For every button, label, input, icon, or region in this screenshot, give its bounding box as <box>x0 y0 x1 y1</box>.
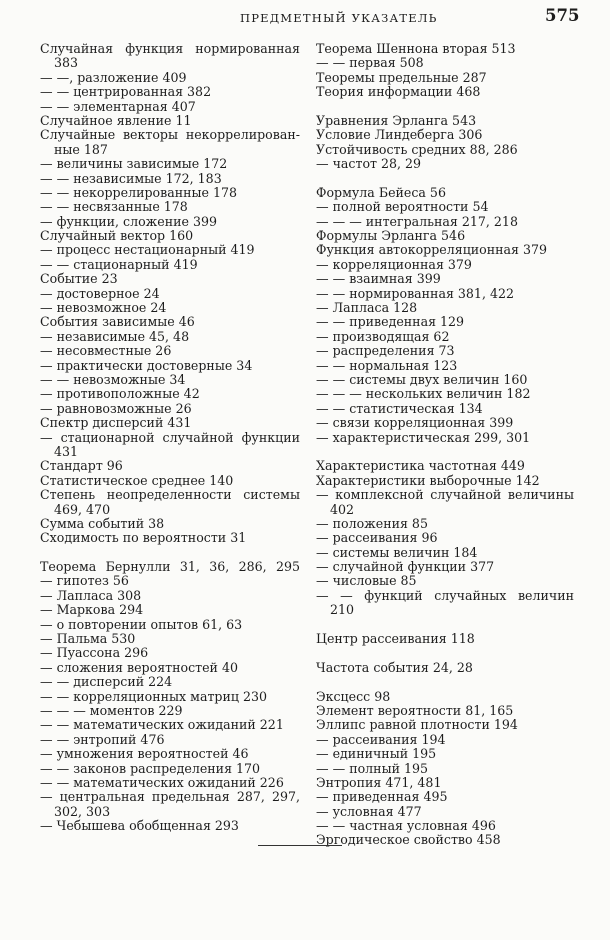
index-entry: — процесс нестационарный 419 <box>40 242 255 258</box>
index-entry: — — нормированная 381, 422 <box>316 285 514 301</box>
index-entry: Характеристики выборочные 142 <box>316 472 540 488</box>
index-entry: Устойчивость средних 88, 286 <box>316 141 518 157</box>
index-entry: — — несвязанные 178 <box>40 199 188 215</box>
index-entry: — — независимые 172, 183 <box>40 170 222 186</box>
index-entry: Условие Линдеберга 306 <box>316 127 483 143</box>
index-entry: — достоверное 24 <box>40 285 160 301</box>
index-entry: — гипотез 56 <box>40 573 129 589</box>
index-entry: — — полный 195 <box>316 760 429 776</box>
index-entry: — — корреляционных матриц 230 <box>40 688 268 704</box>
index-entry: — положения 85 <box>316 515 428 531</box>
index-entry: Энтропия 471, 481 <box>316 774 442 790</box>
index-entry: Случайная функция нормированная <box>40 41 300 56</box>
index-column-left <box>40 42 300 833</box>
index-entry: Эллипс равной плотности 194 <box>316 717 518 733</box>
index-entry: Эргодическое свойство 458 <box>316 832 501 848</box>
index-entry: Эксцесс 98 <box>316 688 391 704</box>
index-entry: Теорема Бернулли 31, 36, 286, 295 <box>40 559 300 575</box>
index-entry: — — математических ожиданий 226 <box>40 774 284 790</box>
index-entry-continuation: 431 <box>54 443 79 459</box>
index-entry-continuation: 210 <box>330 602 355 618</box>
index-entry: Формула Бейеса 56 <box>316 184 446 200</box>
index-entry: — — взаимная 399 <box>316 271 441 287</box>
index-entry: — практически достоверные 34 <box>40 357 253 373</box>
entry-gap <box>316 445 574 459</box>
index-entry: — комплексной случайной величины <box>316 487 574 503</box>
index-entry: Теория информации 468 <box>316 84 481 100</box>
index-entry: — — нормальная 123 <box>316 357 458 373</box>
index-entry: — Пуассона 296 <box>40 645 149 661</box>
index-entry: — распределения 73 <box>316 343 455 359</box>
index-entry: — стационарной случайной функции <box>40 429 300 445</box>
index-entry: — единичный 195 <box>316 746 437 762</box>
index-entry: — невозможное 24 <box>40 300 167 316</box>
index-column-right <box>316 42 574 848</box>
entry-gap <box>316 675 574 689</box>
index-entry-continuation: 469, 470 <box>54 501 111 517</box>
index-entry-continuation: 302, 303 <box>54 803 111 819</box>
entry-gap <box>316 100 574 114</box>
entry-gap <box>40 546 300 560</box>
index-entry: — случайной функции 377 <box>316 559 495 575</box>
index-entry: Статистическое среднее 140 <box>40 472 234 488</box>
index-entry: Степень неопределенности системы <box>40 487 300 503</box>
index-entry: — — первая 508 <box>316 55 424 71</box>
index-entry: — независимые 45, 48 <box>40 328 190 344</box>
index-entry: — — законов распределения 170 <box>40 760 261 776</box>
index-entry: Случайные векторы некоррелирован- <box>40 127 300 143</box>
index-entry: — системы величин 184 <box>316 544 478 560</box>
index-entry: — — некоррелированные 178 <box>40 184 238 200</box>
index-entry: Стандарт 96 <box>40 458 123 474</box>
index-entry: Частота события 24, 28 <box>316 659 473 675</box>
index-entry: Сумма событий 38 <box>40 515 165 531</box>
index-entry: — — — моментов 229 <box>40 702 183 718</box>
index-entry: — корреляционная 379 <box>316 256 472 272</box>
index-entry-continuation: 383 <box>54 55 79 71</box>
index-entry: — Лапласа 128 <box>316 300 418 316</box>
index-entry: — умножения вероятностей 46 <box>40 746 249 762</box>
index-entry: — условная 477 <box>316 803 422 819</box>
index-entry: Элемент вероятности 81, 165 <box>316 702 514 718</box>
index-entry: — Чебышева обобщенная 293 <box>40 818 239 834</box>
index-entry: Теорема Шеннона вторая 513 <box>316 41 516 56</box>
index-entry: — связи корреляционная 399 <box>316 415 514 431</box>
index-entry: — числовые 85 <box>316 573 417 589</box>
index-entry: — величины зависимые 172 <box>40 156 228 172</box>
index-entry: — — элементарная 407 <box>40 98 196 114</box>
index-entry: — — частная условная 496 <box>316 818 496 834</box>
index-entry: — Лапласа 308 <box>40 587 142 603</box>
index-entry: — — системы двух величин 160 <box>316 371 528 387</box>
index-entry: Событие 23 <box>40 271 118 287</box>
index-entry: — полной вероятности 54 <box>316 199 489 215</box>
index-entry: — производящая 62 <box>316 328 450 344</box>
page-number: 575 <box>545 6 580 25</box>
entry-gap <box>316 172 574 186</box>
index-entry: — — невозможные 34 <box>40 371 186 387</box>
index-entry: События зависимые 46 <box>40 314 195 330</box>
index-entry: — несовместные 26 <box>40 343 172 359</box>
index-entry: — центральная предельная 287, 297, <box>40 789 300 805</box>
index-entry: Характеристика частотная 449 <box>316 458 525 474</box>
index-entry: — — статистическая 134 <box>316 400 483 416</box>
index-entry: — — функций случайных величин <box>316 587 574 603</box>
index-entry: — противоположные 42 <box>40 386 200 402</box>
index-entry: — сложения вероятностей 40 <box>40 659 238 675</box>
index-entry: — — центрированная 382 <box>40 84 212 100</box>
index-entry: Сходимость по вероятности 31 <box>40 530 247 546</box>
entry-gap <box>316 646 574 660</box>
index-entry: — —, разложение 409 <box>40 69 187 85</box>
index-entry: — — математических ожиданий 221 <box>40 717 284 733</box>
index-entry: — — дисперсий 224 <box>40 674 173 690</box>
index-entry: — рассеивания 194 <box>316 731 446 747</box>
index-entry: — частот 28, 29 <box>316 156 422 172</box>
index-entry: — — стационарный 419 <box>40 256 198 272</box>
index-entry: Случайное явление 11 <box>40 112 192 128</box>
index-entry: — функции, сложение 399 <box>40 213 217 229</box>
index-entry: Случайный вектор 160 <box>40 228 194 244</box>
index-entry-continuation: 402 <box>330 501 355 517</box>
index-entry: — приведенная 495 <box>316 789 448 805</box>
index-entry: — — энтропий 476 <box>40 731 165 747</box>
index-entry: Формулы Эрланга 546 <box>316 228 466 244</box>
index-entry: Теоремы предельные 287 <box>316 69 487 85</box>
index-entry: — Маркова 294 <box>40 602 144 618</box>
index-entry: Центр рассеивания 118 <box>316 631 475 647</box>
index-entry: — характеристическая 299, 301 <box>316 429 531 445</box>
index-entry-continuation: ные 187 <box>54 141 108 157</box>
running-header-title: ПРЕДМЕТНЫЙ УКАЗАТЕЛЬ <box>240 11 438 25</box>
index-entry: — — — нескольких величин 182 <box>316 386 531 402</box>
index-entry: — рассеивания 96 <box>316 530 438 546</box>
index-entry: Уравнения Эрланга 543 <box>316 112 477 128</box>
end-rule <box>258 845 342 846</box>
entry-gap <box>316 618 574 632</box>
index-entry: — — приведенная 129 <box>316 314 465 330</box>
index-entry: — Пальма 530 <box>40 631 136 647</box>
index-entry: — о повторении опытов 61, 63 <box>40 616 243 632</box>
index-entry: Функция автокорреляционная 379 <box>316 242 548 258</box>
index-entry: Спектр дисперсий 431 <box>40 415 192 431</box>
index-entry: — — — интегральная 217, 218 <box>316 213 518 229</box>
index-entry: — равновозможные 26 <box>40 400 192 416</box>
